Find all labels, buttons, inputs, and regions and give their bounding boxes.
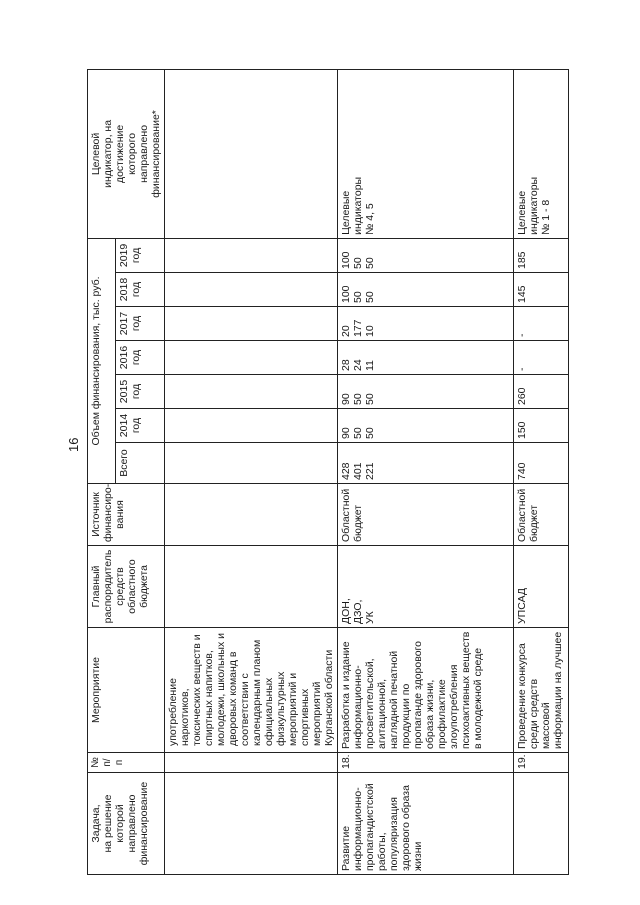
- cell-2015: 90 50 50: [338, 375, 514, 409]
- financing-table: [87, 69, 569, 875]
- header-2015: 2015 год: [116, 375, 165, 409]
- header-target: Целевой индикатор, на достижение которого направлено финансирование*: [88, 69, 165, 238]
- cell-num: 19.: [514, 753, 569, 773]
- cell-target: [165, 69, 338, 238]
- rotated-page: [87, 70, 600, 875]
- header-total: Всего: [116, 443, 165, 484]
- header-task: Задача, на решение которой направлено финансирование: [88, 773, 165, 875]
- table-row: [514, 69, 569, 874]
- cell-manager: [165, 546, 338, 628]
- cell-2016: [165, 341, 338, 375]
- cell-manager: УПСАД: [514, 546, 569, 628]
- header-num: № п/п: [88, 753, 165, 773]
- cell-task: Развитие информационно- пропагандистской работы, популяризация здорового образа жизни: [338, 773, 514, 875]
- header-2016: 2016 год: [116, 341, 165, 375]
- cell-2015: [165, 375, 338, 409]
- cell-event: Проведение конкурса среди средств массовой информации на лучшее: [514, 628, 569, 753]
- cell-2019: 185: [514, 238, 569, 272]
- cell-2018: 100 50 50: [338, 273, 514, 307]
- header-2019: 2019 год: [116, 238, 165, 272]
- header-source: Источник финансиро- вания: [88, 484, 165, 546]
- cell-2017: [165, 307, 338, 341]
- cell-source: [165, 484, 338, 546]
- cell-2014: 150: [514, 409, 569, 443]
- cell-target: Целевые индикаторы № 4, 5: [338, 69, 514, 238]
- cell-2014: 90 50 50: [338, 409, 514, 443]
- header-2014: 2014 год: [116, 409, 165, 443]
- cell-2018: 145: [514, 273, 569, 307]
- header-event: Мероприятие: [88, 628, 165, 753]
- table-row: [165, 69, 338, 874]
- cell-target: Целевые индикаторы № 1 - 8: [514, 69, 569, 238]
- page-number: 16: [66, 437, 81, 452]
- header-manager: Главный распорядитель средств областного бюджета: [88, 546, 165, 628]
- header-row-1: [88, 69, 116, 874]
- cell-2018: [165, 273, 338, 307]
- header-2018: 2018 год: [116, 273, 165, 307]
- cell-source: Областной бюджет: [514, 484, 569, 546]
- cell-task: [165, 773, 338, 875]
- cell-event: употребление наркотиков, токсических веществ и спиртных напитков, молодежи, школьных и дворовых команд в соответствии с календарным планом официальных физкультурных мероприятий и спортивных мероприятий Курганской области: [165, 628, 338, 753]
- cell-2019: 100 50 50: [338, 238, 514, 272]
- cell-2016: 28 24 11: [338, 341, 514, 375]
- table-row: [338, 69, 514, 874]
- cell-2014: [165, 409, 338, 443]
- cell-2016: -: [514, 341, 569, 375]
- cell-total: 740: [514, 443, 569, 484]
- cell-total: [165, 443, 338, 484]
- cell-num: 18.: [338, 753, 514, 773]
- cell-event: Разработка и издание информационно- просветительской, агитационной, наглядной печатной продукции по пропаганде здорового образа жизни, профилактике злоупотребления психоактивных веществ в молодежной среде: [338, 628, 514, 753]
- cell-total: 428 401 221: [338, 443, 514, 484]
- header-volume: Объем финансирования, тыс. руб.: [88, 238, 116, 483]
- header-2017: 2017 год: [116, 307, 165, 341]
- cell-2017: -: [514, 307, 569, 341]
- cell-num: [165, 753, 338, 773]
- cell-task: [514, 773, 569, 875]
- cell-source: Областной бюджет: [338, 484, 514, 546]
- cell-2017: 20 177 10: [338, 307, 514, 341]
- cell-manager: ДОН, ДЗО, УК: [338, 546, 514, 628]
- cell-2019: [165, 238, 338, 272]
- cell-2015: 260: [514, 375, 569, 409]
